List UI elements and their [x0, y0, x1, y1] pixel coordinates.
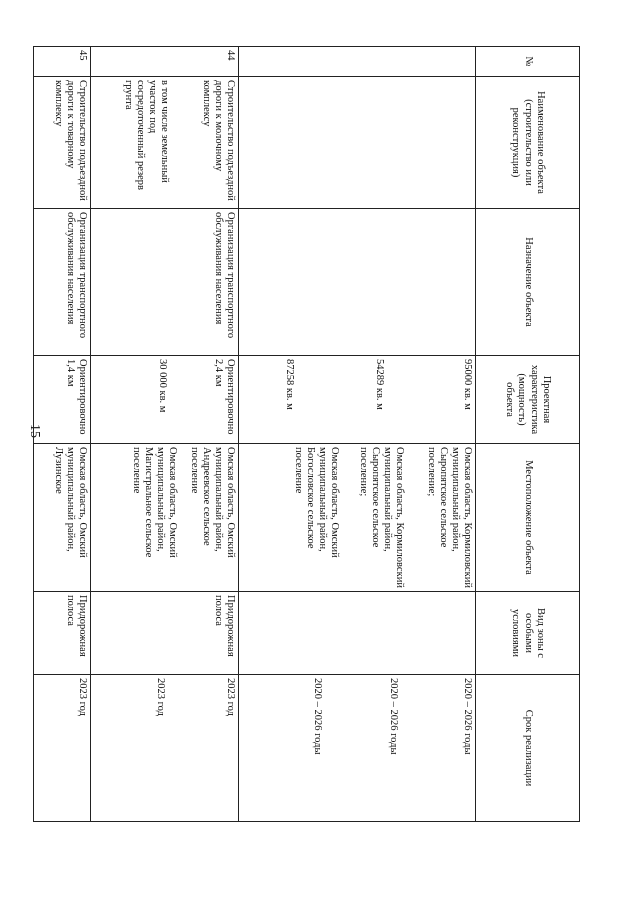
header-zone: Вид зоны с особыми условиями — [476, 592, 580, 675]
cell-purpose: Организация транспортного обслуживания населения — [34, 209, 91, 356]
term-text: 2023 год — [225, 678, 236, 716]
cell-term — [91, 675, 239, 822]
name-text: Строительство подъездной дороги к молочному комплексу — [200, 80, 236, 201]
term-text: 2023 год — [154, 678, 166, 716]
table-row — [91, 47, 239, 822]
cell-location — [91, 444, 239, 592]
cell-num: 44 — [91, 47, 239, 77]
cell-num — [239, 47, 476, 77]
cell-purpose — [239, 209, 476, 356]
cell-name: Строительство подъездной дороги к товарному комплексу — [34, 77, 91, 209]
cell-name — [91, 77, 239, 209]
objects-table — [33, 46, 580, 822]
location-text: Омская область, Кормиловский муниципальный район, Сыропятское сельское поселение; — [357, 447, 405, 588]
header-purpose: Назначение объекта — [476, 209, 580, 356]
cell-zone: Придорожная полоса — [91, 592, 239, 675]
cell-term — [239, 675, 476, 822]
table-row — [34, 47, 91, 822]
cell-capacity: Ориентировочно 1,4 км — [34, 356, 91, 444]
cell-location: Омская область, Омский муниципальный район, Лузинское — [34, 444, 91, 592]
term-text: 2020 – 2026 годы — [311, 678, 323, 755]
cell-term: 2023 год — [34, 675, 91, 822]
cell-name — [239, 77, 476, 209]
cell-zone — [239, 592, 476, 675]
cell-purpose: Организация транспортного обслуживания населения — [91, 209, 239, 356]
table-row — [239, 47, 476, 822]
header-row — [476, 47, 580, 822]
capacity-value: Ориентировочно 2,4 км — [212, 359, 236, 435]
capacity-value: 54289 кв. м — [373, 359, 385, 410]
header-capacity: Проектная характеристика (мощность) объекта — [476, 356, 580, 444]
cell-location — [239, 444, 476, 592]
page-number: 15 — [27, 424, 42, 438]
term-text: 2020 – 2026 годы — [462, 678, 473, 755]
location-text: Омская область, Омский муниципальный район, Андреевское сельское поселение — [188, 447, 236, 558]
header-term: Срок реализации — [476, 675, 580, 822]
capacity-value: 87258 кв. м — [283, 359, 295, 410]
cell-capacity — [239, 356, 476, 444]
header-num: № — [476, 47, 580, 77]
term-text: 2020 – 2026 годы — [387, 678, 399, 755]
cell-zone: Придорожная полоса — [34, 592, 91, 675]
rotated-table-container — [52, 46, 580, 821]
capacity-value: 30 000 кв. м — [156, 359, 168, 413]
header-location: Местоположение объекта — [476, 444, 580, 592]
cell-capacity — [91, 356, 239, 444]
location-text: Омская область, Омский муниципальный район, Магистральное сельское поселение — [130, 447, 178, 558]
name-subtext: в том числе земельный участок под сосредоточенный резерв грунта — [122, 80, 170, 191]
cell-num: 45 — [34, 47, 91, 77]
location-text: Омская область, Кормиловский муниципальный район, Сыропятское сельское поселение; — [425, 447, 473, 588]
location-text: Омская область, Омский муниципальный район, Богословское сельское поселение — [293, 447, 341, 558]
header-name: Наименование объекта (строительство или реконструкция) — [476, 77, 580, 209]
capacity-value: 95000 кв. м — [462, 359, 473, 410]
